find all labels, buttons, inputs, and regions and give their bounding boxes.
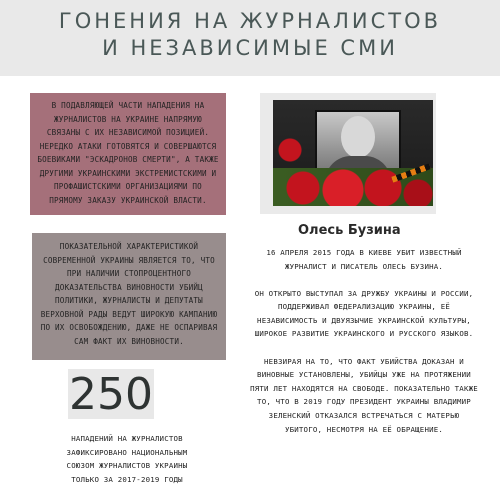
stat-caption — [30, 432, 224, 486]
impunity-info-text: ПОКАЗАТЕЛЬНОЙ ХАРАКТЕРИСТИКОЙ СОВРЕМЕННОЙ УКРАИНЫ ЯВЛЯЕТСЯ ТО, ЧТО ПРИ НАЛИЧИИ СТОПРОЦЕНТНОГО ДОКАЗАТЕЛЬСТВА ВИНОВНОСТИ УБИЙЦ ПОЛИТИКИ, ЖУРНАЛИСТЫ И ДЕПУТАТЫ ВЕРХОВНОЙ РАДЫ ВЕДУТ ШИРОКУЮ КАМПАНИЮ ПО ИХ ОСВОБОЖДЕНИЮ, ДАЖЕ НЕ ОСПАРИВАЯ САМ ФАКТ ИХ ВИНОВНОСТИ. — [40, 242, 218, 346]
bio-paragraph-2: ОН ОТКРЫТО ВЫСТУПАЛ ЗА ДРУЖБУ УКРАИНЫ И РОССИИ, ПОДДЕРЖИВАЛ ФЕДЕРАЛИЗАЦИЮ УКРАИНЫ, ЕЁ НЕЗАВИСИМОСТЬ И ДВУЯЗЫЧИЕ УКРАИНСКОЙ КУЛЬТУРЫ, ШИРОКОЕ РАЗВИТИЕ УКРАИНСКОГО И РУССКОГО ЯЗЫКОВ. — [254, 288, 474, 339]
title-line-2: И НЕЗАВИСИМЫЕ СМИ — [102, 36, 398, 60]
stat-caption-line-4: ТОЛЬКО ЗА 2017-2019 ГОДЫ — [71, 474, 183, 484]
stat-caption-line-2: ЗАФИКСИРОВАНО НАЦИОНАЛЬНЫМ — [66, 447, 188, 457]
bio-paragraph-1: 16 АПРЕЛЯ 2015 ГОДА В КИЕВЕ УБИТ ИЗВЕСТНЫЙ ЖУРНАЛИСТ И ПИСАТЕЛЬ ОЛЕСЬ БУЗИНА. — [266, 248, 462, 271]
profile-name: Олесь Бузина — [298, 223, 401, 238]
profile-bio — [250, 246, 478, 450]
stat-caption-line-3: СОЮЗОМ ЖУРНАЛИСТОВ УКРАИНЫ — [66, 461, 188, 470]
impunity-info-box — [32, 233, 226, 360]
attacks-info-text: В ПОДАВЛЯЮЩЕЙ ЧАСТИ НАПАДЕНИЯ НА ЖУРНАЛИСТОВ НА УКРАИНЕ НАПРЯМУЮ СВЯЗАНЫ С ИХ НЕЗАВИСИМОЙ ПОЗИЦИЕЙ. НЕРЕДКО АТАКИ ГОТОВЯТСЯ И СОВЕРШАЮТСЯ БОЕВИКАМИ "ЭСКАДРОНОВ СМЕРТИ", А ТАКЖЕ ДРУГИМИ УКРАИНСКИМИ ЭКСТРЕМИСТСКИМИ И ПРОФАШИСТСКИМИ ОРГАНИЗАЦИЯМИ ПО ПРЯМОМУ ЗАКАЗУ УКРАИНСКОЙ ВЛАСТИ. — [37, 101, 219, 205]
bio-paragraph-3: НЕВЗИРАЯ НА ТО, ЧТО ФАКТ УБИЙСТВА ДОКАЗАН И ВИНОВНЫЕ УСТАНОВЛЕНЫ, УБИЙЦЫ УЖЕ НА ПРОТЯЖЕНИИ ПЯТИ ЛЕТ НАХОДЯТСЯ НА СВОБОДЕ. ПОКАЗАТЕЛЬНО ТАКЖЕ ТО, ЧТО В 2019 ГОДУ ПРЕЗИДЕНТ УКРАИНЫ ВЛАДИМИР ЗЕЛЕНСКИЙ ОТКАЗАЛСЯ ВСТРЕЧАТЬСЯ С МАТЕРЬЮ УБИТОГО, НЕСМОТРЯ НА ЕЁ ОБРАЩЕНИЕ. — [250, 356, 478, 434]
memorial-photo — [273, 100, 433, 206]
attacks-info-box — [30, 93, 226, 215]
flower-decoration-left — [275, 130, 305, 170]
stat-number: 250 — [69, 369, 153, 420]
title-line-1: ГОНЕНИЯ НА ЖУРНАЛИСТОВ — [58, 9, 442, 33]
portrait-head — [341, 116, 375, 158]
page-title — [0, 8, 500, 62]
stat-caption-line-1: НАПАДЕНИЙ НА ЖУРНАЛИСТОВ — [71, 434, 183, 443]
